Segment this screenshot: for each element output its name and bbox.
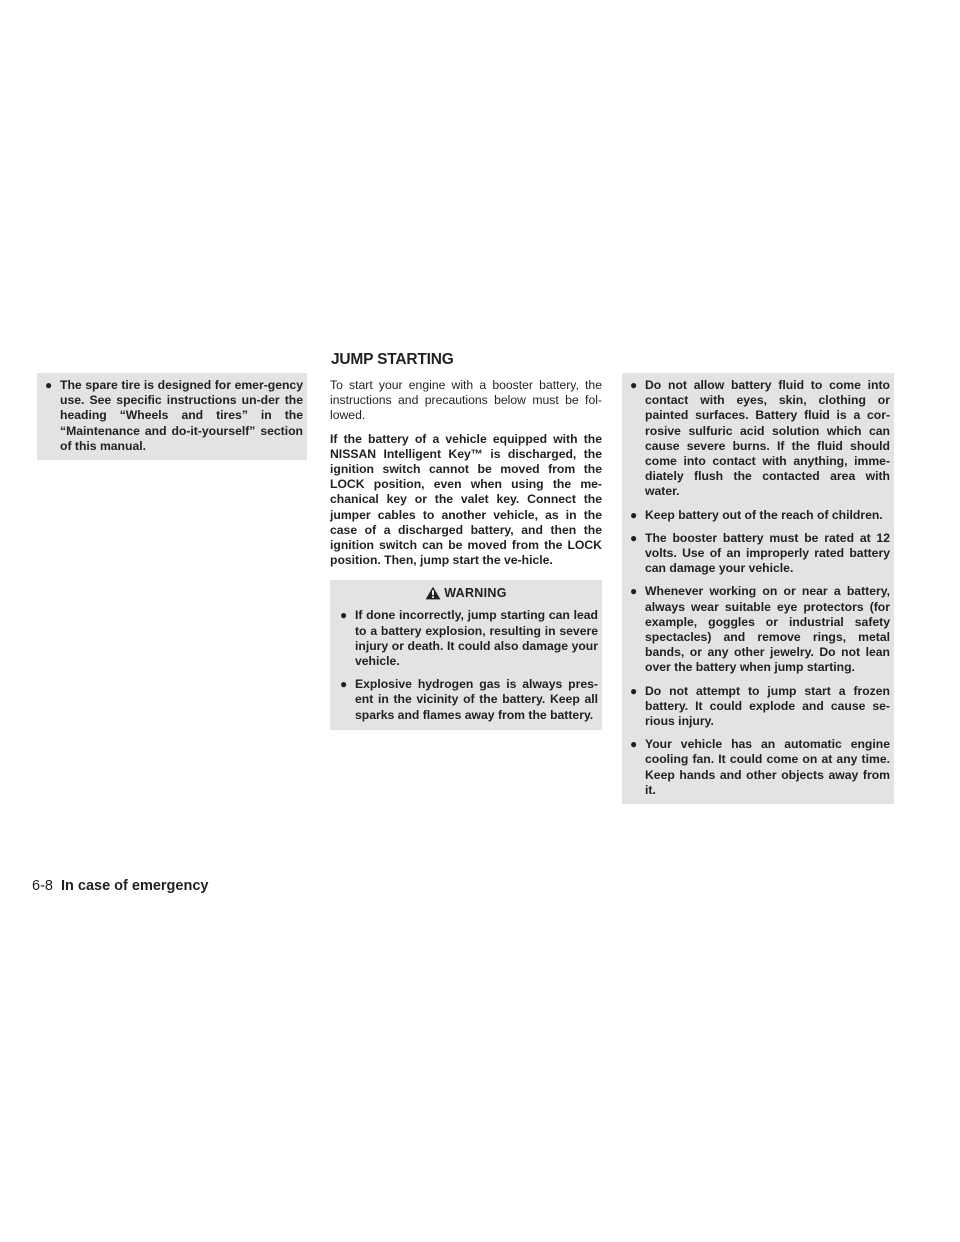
notice-paragraph: If the battery of a vehicle equipped with the NISSAN Intelligent Key™ is discharged, the ignition switch cannot be moved from the LOCK position, even when using the me-chanical key or the valet key. Connect the jumper cables to another vehicle, as in the case of a discharged battery, and then the ignition switch can be moved from the LOCK position. Then, jump start the ve-hicle. — [330, 431, 602, 568]
right-bullet-list — [626, 378, 890, 798]
caution-box — [622, 373, 894, 804]
bullet-text: Whenever working on or near a battery, always wear suitable eye protectors (for example, goggles or industrial safety spectacles) and remove rings, metal bands, or any other jewelry. Do not lean over the battery when jump starting. — [645, 584, 890, 675]
bullet-text: Do not attempt to jump start a frozen battery. It could explode and cause se-rious injury. — [645, 683, 890, 729]
left-column — [37, 373, 307, 460]
bullet-icon: ● — [630, 378, 638, 392]
warning-title — [330, 586, 602, 600]
page-footer — [32, 878, 208, 894]
bullet-icon: ● — [340, 677, 348, 692]
warning-triangle-icon — [425, 586, 441, 600]
list-item — [336, 677, 598, 723]
bullet-text: The booster battery must be rated at 12 volts. Use of an improperly rated battery can damage your vehicle. — [645, 530, 890, 576]
list-item — [626, 508, 890, 523]
bullet-icon: ● — [630, 530, 638, 545]
list-item — [626, 531, 890, 577]
list-item — [626, 584, 890, 675]
list-item — [336, 608, 598, 669]
bullet-text: Your vehicle has an automatic engine cooling fan. It could come on at any time. Keep hands and other objects away from it. — [645, 737, 890, 797]
bullet-icon: ● — [340, 608, 348, 623]
right-column — [622, 373, 894, 804]
warning-bullet-list — [330, 608, 602, 722]
warning-label: WARNING — [444, 586, 507, 601]
bullet-text: If done incorrectly, jump starting can lead to a battery explosion, resulting in severe injury or death. It could also damage your vehicle. — [355, 608, 598, 669]
intro-paragraph: To start your engine with a booster battery, the instructions and precautions below must be fol-lowed. — [330, 378, 602, 423]
middle-column — [330, 378, 602, 730]
bullet-icon: ● — [630, 507, 638, 522]
page-number: 6-8 — [32, 878, 53, 894]
bullet-icon: ● — [630, 737, 638, 752]
bullet-icon: ● — [45, 378, 53, 392]
chapter-title: In case of emergency — [60, 878, 209, 894]
bullet-text: The spare tire is designed for emer-gency use. See specific instructions un-der the heading “Wheels and tires” in the “Maintenance and do-it-yourself” section of this manual. — [60, 378, 303, 453]
left-bullet-list — [41, 378, 303, 454]
list-item — [626, 684, 890, 730]
bullet-icon: ● — [630, 584, 638, 599]
bullet-icon: ● — [630, 683, 638, 698]
warning-box — [330, 580, 602, 729]
list-item — [626, 378, 890, 500]
caution-box — [37, 373, 307, 460]
bullet-text: Do not allow battery fluid to come into contact with eyes, skin, clothing or painted surfaces. Battery fluid is a cor-rosive sulfuric acid solution which can cause severe burns. If the fluid should come into contact with anything, imme-diately flush the contacted area with water. — [645, 378, 890, 499]
bullet-text: Keep battery out of the reach of children. — [645, 507, 883, 522]
list-item — [626, 737, 890, 798]
bullet-text: Explosive hydrogen gas is always pres-ent in the vicinity of the battery. Keep all sparks and flames away from the battery. — [355, 677, 598, 722]
section-heading: JUMP STARTING — [331, 351, 454, 368]
list-item — [41, 378, 303, 454]
